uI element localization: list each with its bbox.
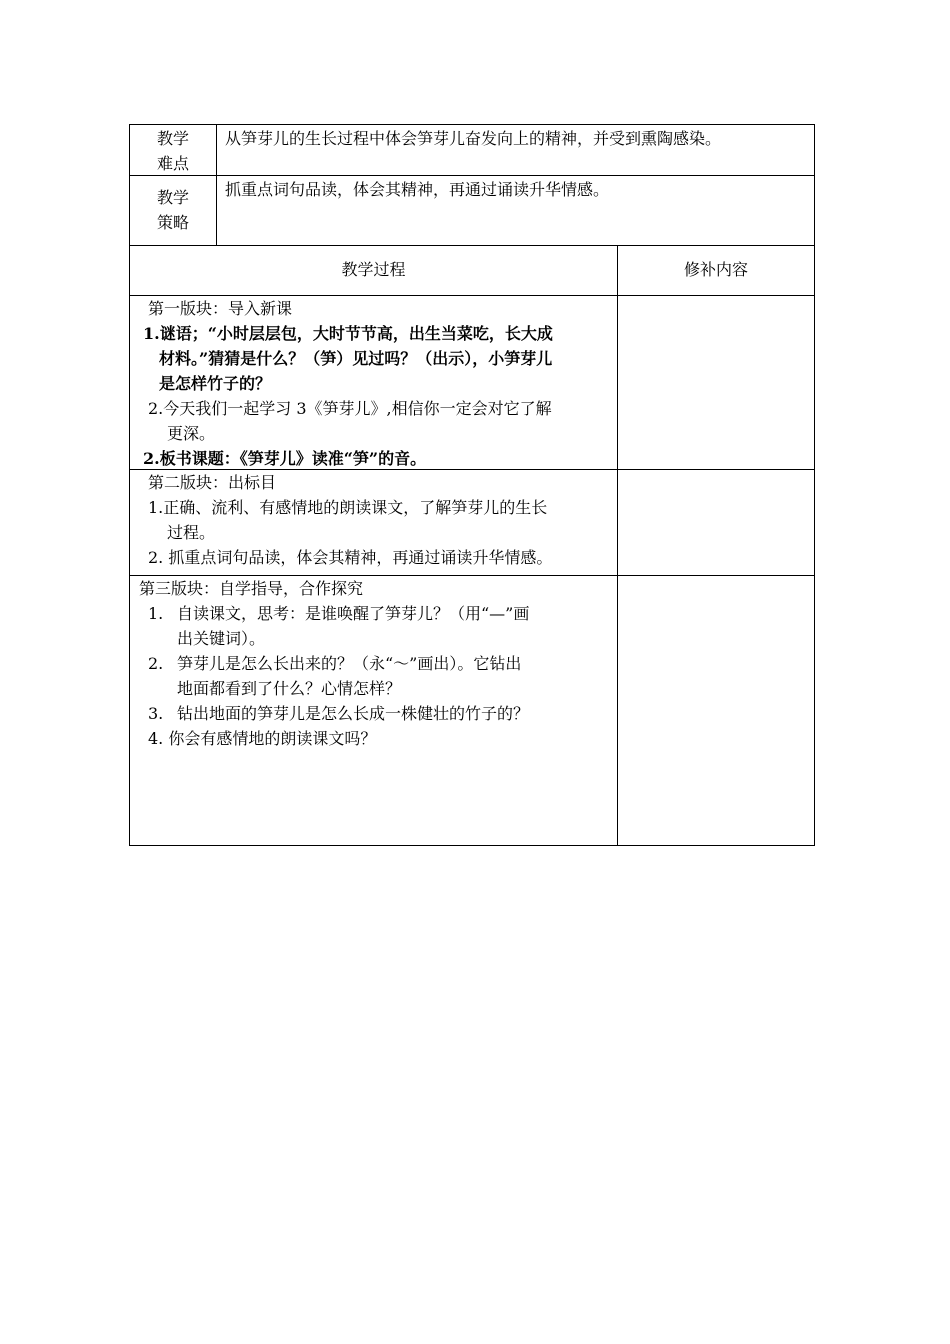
value-teaching-strategy: 抓重点词句品读，体会其精神，再通过诵读升华情感。 [225, 180, 610, 199]
section-3-supplement [618, 576, 814, 845]
header-teaching-process: 教学过程 [130, 246, 618, 295]
row-teaching-difficulty [129, 124, 815, 175]
section-3-content [130, 576, 618, 845]
section-2-title: 第二版块：出标目 [148, 473, 277, 492]
section-2-supplement [618, 470, 814, 575]
section-1-content [130, 296, 618, 469]
section-3-item-1b: 出关键词）。 [177, 629, 266, 648]
section-3-item-1a: 1. 自读课文，思考：是谁唤醒了笋芽儿？（用“—”画 [148, 604, 530, 623]
section-1-title: 第一版块：导入新课 [148, 299, 293, 318]
section-1-item-3: 2.板书课题：《笋芽儿》读准“笋”的音。 [143, 449, 427, 468]
section-2-item-1b: 过程。 [167, 523, 216, 542]
section-1-item-1b: 材料。”猜猜是什么？（笋）见过吗？（出示），小笋芽儿 [159, 349, 553, 368]
section-3-item-3: 3. 钻出地面的笋芽儿是怎么长成一株健壮的竹子的？ [148, 704, 530, 723]
section-1-item-1a: 1.谜语；“小时层层包，大时节节高，出生当菜吃，长大成 [143, 324, 553, 343]
section-1-item-2b: 更深。 [167, 424, 216, 443]
section-2-item-1a: 1.正确、流利、有感情地的朗读课文，了解笋芽儿的生长 [148, 498, 548, 517]
label-teaching-difficulty: 教学 难点 [130, 125, 217, 175]
section-2-content [130, 470, 618, 575]
section-3-item-2b: 地面都看到了什么？心情怎样？ [177, 679, 402, 698]
section-2-item-2: 2. 抓重点词句品读，体会其精神，再通过诵读升华情感。 [148, 548, 553, 567]
header-supplement: 修补内容 [683, 260, 748, 279]
label-teaching-strategy: 教学 策略 [130, 176, 217, 245]
section-3-item-4: 4. 你会有感情地的朗读课文吗？ [148, 729, 377, 748]
row-header [129, 245, 815, 295]
section-1-item-1c: 是怎样竹子的？ [159, 374, 272, 393]
row-teaching-strategy [129, 175, 815, 245]
row-section-3 [129, 575, 815, 846]
row-section-2 [129, 469, 815, 575]
row-section-1 [129, 295, 815, 469]
section-3-title: 第三版块：自学指导，合作探究 [139, 579, 364, 598]
section-3-item-2a: 2. 笋芽儿是怎么长出来的？（永“～”画出）。它钻出 [148, 654, 522, 673]
section-1-supplement [618, 296, 814, 469]
section-1-item-2a: 2.今天我们一起学习 3《笋芽儿》,相信你一定会对它了解 [148, 399, 552, 418]
lesson-plan-table [129, 124, 815, 846]
value-teaching-difficulty: 从笋芽儿的生长过程中体会笋芽儿奋发向上的精神，并受到熏陶感染。 [225, 129, 722, 148]
